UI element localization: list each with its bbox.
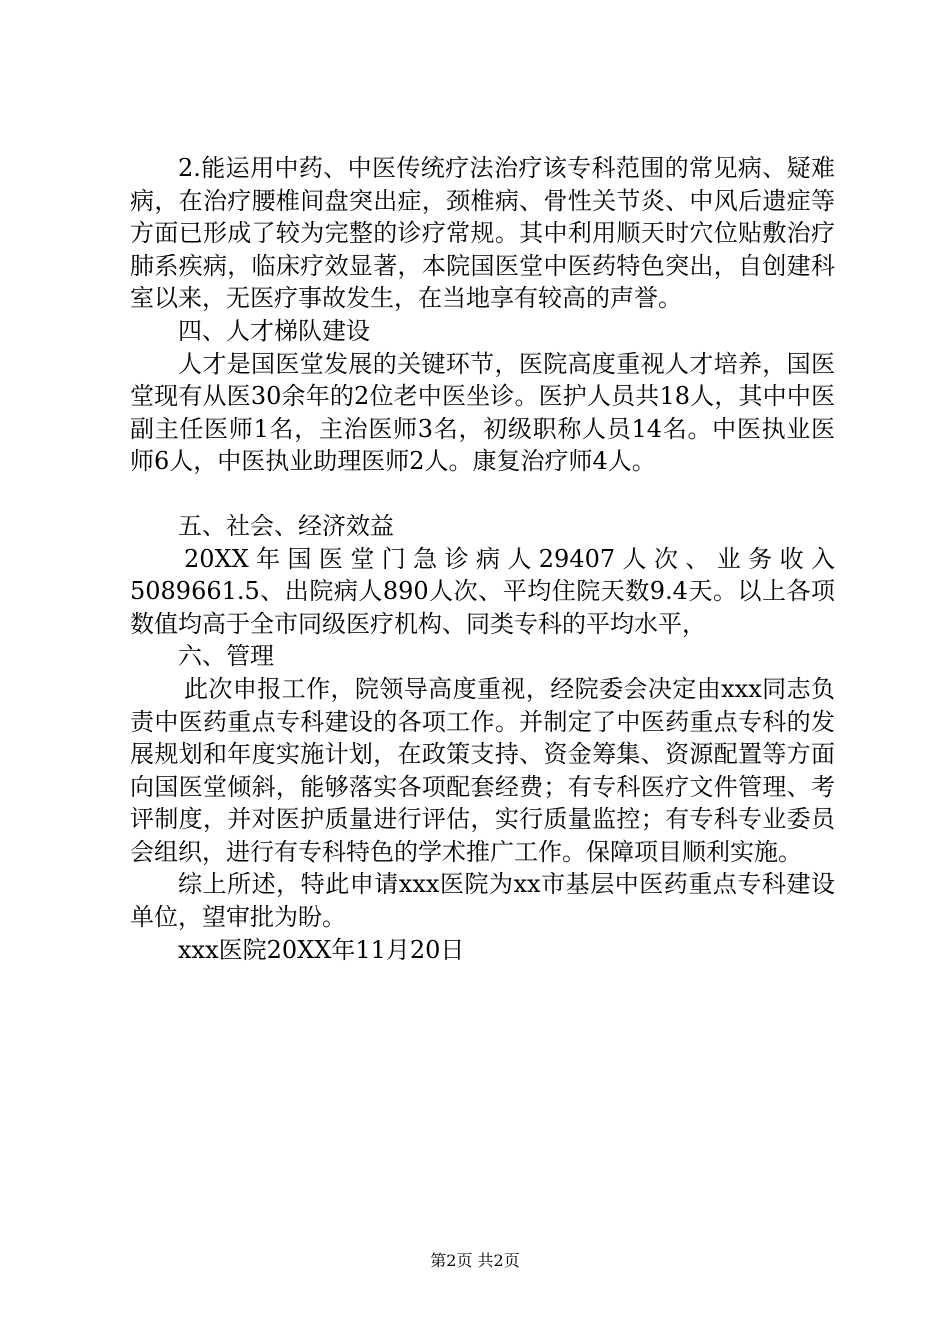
paragraph-conclusion: 综上所述，特此申请xxx医院为xx市基层中医药重点专科建设单位，望审批为盼。 xyxy=(130,870,835,932)
signature-date: xxx医院20XX年11月20日 xyxy=(178,935,465,964)
document-body xyxy=(130,152,835,966)
heading-benefits: 五、社会、经济效益 xyxy=(178,511,394,540)
paragraph-management: 此次申报工作，院领导高度重视，经院委会决定由xxx同志负责中医药重点专科建设的各项工作。并制定了中医药重点专科的发展规划和年度实施计划，在政策支持、资金筹集、资源配置等方面向国医堂倾斜，能够落实各项配套经费；有专科医疗文件管理、考评制度，并对医护质量进行评估，实行质量监控；有专科专业委员会组织，进行有专科特色的学术推广工作。保障项目顺利实施。 xyxy=(130,674,835,866)
paragraph-treatment: 2.能运用中药、中医传统疗法治疗该专科范围的常见病、疑难病，在治疗腰椎间盘突出症，颈椎病、骨性关节炎、中风后遗症等方面已形成了较为完整的诊疗常规。其中利用顺天时穴位贴敷治疗肺系疾病，临床疗效显著，本院国医堂中医药特色突出，自创建科室以来，无医疗事故发生，在当地享有较高的声誉。 xyxy=(130,154,835,313)
blank-line xyxy=(130,478,835,510)
paragraph-benefits: 20XX年国医堂门急诊病人29407人次、业务收入5089661.5、出院病人890人次、平均住院天数9.4天。以上各项数值均高于全市同级医疗机构、同类专科的平均水平， xyxy=(130,544,835,638)
paragraph-talent: 人才是国医堂发展的关键环节，医院高度重视人才培养，国医堂现有从医30余年的2位老中医坐诊。医护人员共18人，其中中医副主任医师1名，主治医师3名，初级职称人员14名。中医执业医师6人，中医执业助理医师2人。康复治疗师4人。 xyxy=(130,349,835,476)
heading-talent: 四、人才梯队建设 xyxy=(178,316,370,345)
heading-management: 六、管理 xyxy=(178,642,274,671)
page-number: 第2页 共2页 xyxy=(430,1251,520,1270)
